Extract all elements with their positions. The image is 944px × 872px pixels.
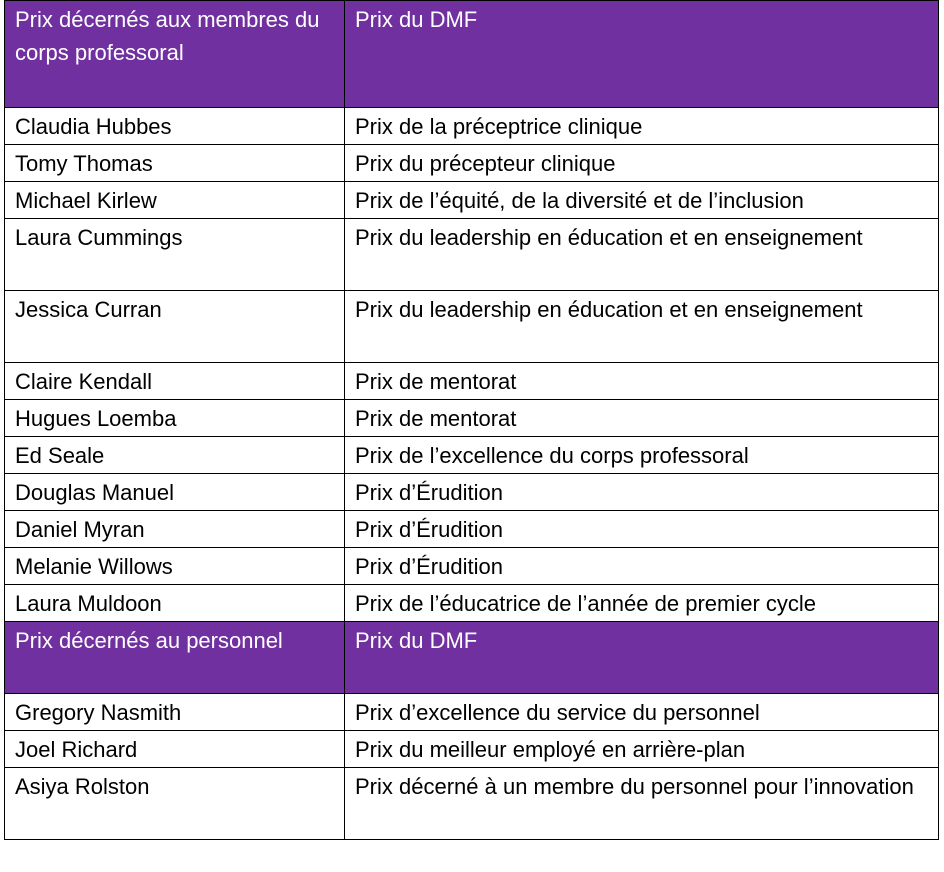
table-row xyxy=(5,474,939,511)
recipient-name: Claire Kendall xyxy=(5,363,345,400)
awards-table xyxy=(4,0,939,840)
table-row xyxy=(5,291,939,363)
table-row xyxy=(5,511,939,548)
award-name: Prix de l’excellence du corps professoral xyxy=(345,437,939,474)
award-name: Prix du meilleur employé en arrière-plan xyxy=(345,731,939,768)
recipient-name: Laura Cummings xyxy=(5,219,345,291)
recipient-name: Claudia Hubbes xyxy=(5,108,345,145)
table-row xyxy=(5,145,939,182)
table-row xyxy=(5,437,939,474)
table-row xyxy=(5,731,939,768)
staff-section-title: Prix décernés au personnel xyxy=(5,622,345,694)
recipient-name: Daniel Myran xyxy=(5,511,345,548)
award-name: Prix d’Érudition xyxy=(345,548,939,585)
table-row xyxy=(5,219,939,291)
recipient-name: Laura Muldoon xyxy=(5,585,345,622)
award-name: Prix de mentorat xyxy=(345,363,939,400)
table-row xyxy=(5,585,939,622)
recipient-name: Joel Richard xyxy=(5,731,345,768)
recipient-name: Melanie Willows xyxy=(5,548,345,585)
award-name: Prix du leadership en éducation et en enseignement xyxy=(345,219,939,291)
table-row xyxy=(5,363,939,400)
award-name: Prix décerné à un membre du personnel pour l’innovation xyxy=(345,768,939,840)
staff-award-column-header: Prix du DMF xyxy=(345,622,939,694)
award-name: Prix du précepteur clinique xyxy=(345,145,939,182)
recipient-name: Jessica Curran xyxy=(5,291,345,363)
award-name: Prix du leadership en éducation et en enseignement xyxy=(345,291,939,363)
table-row xyxy=(5,694,939,731)
recipient-name: Douglas Manuel xyxy=(5,474,345,511)
faculty-section-header-row xyxy=(5,1,939,108)
recipient-name: Hugues Loemba xyxy=(5,400,345,437)
award-name: Prix d’Érudition xyxy=(345,474,939,511)
recipient-name: Michael Kirlew xyxy=(5,182,345,219)
award-name: Prix d’Érudition xyxy=(345,511,939,548)
table-row xyxy=(5,548,939,585)
table-row xyxy=(5,400,939,437)
award-name: Prix de mentorat xyxy=(345,400,939,437)
recipient-name: Gregory Nasmith xyxy=(5,694,345,731)
faculty-award-column-header: Prix du DMF xyxy=(345,1,939,108)
award-name: Prix de l’éducatrice de l’année de premier cycle xyxy=(345,585,939,622)
table-row xyxy=(5,108,939,145)
table-row xyxy=(5,768,939,840)
table-row xyxy=(5,182,939,219)
recipient-name: Tomy Thomas xyxy=(5,145,345,182)
award-name: Prix de la préceptrice clinique xyxy=(345,108,939,145)
award-name: Prix d’excellence du service du personnel xyxy=(345,694,939,731)
recipient-name: Ed Seale xyxy=(5,437,345,474)
staff-section-header-row xyxy=(5,622,939,694)
faculty-section-title: Prix décernés aux membres du corps professoral xyxy=(5,1,345,108)
award-name: Prix de l’équité, de la diversité et de l’inclusion xyxy=(345,182,939,219)
recipient-name: Asiya Rolston xyxy=(5,768,345,840)
